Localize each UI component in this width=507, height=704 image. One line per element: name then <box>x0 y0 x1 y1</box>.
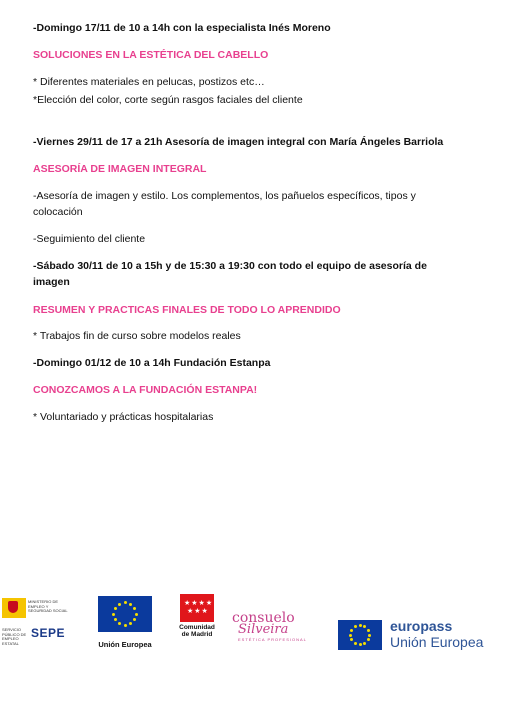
consuelo-silveira-logo <box>232 610 312 650</box>
eu-star <box>114 607 117 610</box>
session-1-item: * Diferentes materiales en pelucas, postizos etc… <box>33 76 265 88</box>
estetica-profesional-label: ESTÉTICA PROFESIONAL <box>238 637 307 642</box>
eu-star <box>129 603 132 606</box>
madrid-stars-icon: ★★★★ ★★★ <box>180 594 214 622</box>
eu-star <box>354 625 357 628</box>
session-4-item: * Voluntariado y prácticas hospitalarias <box>33 411 214 423</box>
ministerio-label: MINISTERIO DE EMPLEO Y SEGURIDAD SOCIAL <box>28 599 68 613</box>
session-2-heading: ASESORÍA DE IMAGEN INTEGRAL <box>33 163 207 175</box>
eu-star <box>129 622 132 625</box>
silveira-label: Silveira <box>238 622 289 637</box>
spain-coat-of-arms-icon <box>2 598 26 618</box>
eu-star <box>118 622 121 625</box>
sepe-logo <box>2 598 72 646</box>
eu-logo <box>96 596 154 650</box>
madrid-label-2: de Madrid <box>181 631 213 638</box>
sepe-label: SEPE <box>31 626 66 640</box>
eu-star <box>118 603 121 606</box>
session-3-heading: RESUMEN Y PRACTICAS FINALES DE TODO LO APRENDIDO <box>33 304 341 316</box>
eu-star <box>367 638 370 641</box>
session-1-item: *Elección del color, corte según rasgos faciales del cliente <box>33 94 303 106</box>
comunidad-madrid-logo <box>178 594 216 652</box>
eu-star <box>363 625 366 628</box>
session-4-heading: CONOZCAMOS A LA FUNDACIÓN ESTANPA! <box>33 384 258 396</box>
eu-star <box>354 642 357 645</box>
eu-star <box>359 624 362 627</box>
eu-flag-icon <box>98 596 152 632</box>
eu-label: Unión Europea <box>98 640 152 649</box>
sponsor-logos <box>0 590 507 660</box>
session-3-title: -Sábado 30/11 de 10 a 15h y de 15:30 a 19:30 con todo el equipo de asesoría de imagen <box>33 260 427 288</box>
europass-logo <box>338 620 488 656</box>
eu-star <box>359 643 362 646</box>
eu-star <box>133 618 136 621</box>
eu-flag-icon <box>338 620 382 650</box>
eu-star <box>124 601 127 604</box>
eu-star <box>368 634 371 637</box>
session-2-title: -Viernes 29/11 de 17 a 21h Asesoría de imagen integral con María Ángeles Barriola <box>33 136 444 148</box>
europass-union-label: Unión Europea <box>390 634 484 650</box>
madrid-label-1: Comunidad <box>179 624 215 631</box>
europass-label: europass <box>390 618 453 634</box>
eu-star <box>133 607 136 610</box>
session-1-heading: SOLUCIONES EN LA ESTÉTICA DEL CABELLO <box>33 49 269 61</box>
eu-star <box>350 629 353 632</box>
eu-star <box>363 642 366 645</box>
eu-star <box>112 613 115 616</box>
session-2-item: -Seguimiento del cliente <box>33 233 146 245</box>
session-3-item: * Trabajos fin de curso sobre modelos reales <box>33 330 241 342</box>
eu-star <box>367 629 370 632</box>
eu-star <box>135 613 138 616</box>
eu-star <box>350 638 353 641</box>
session-4-title: -Domingo 01/12 de 10 a 14h Fundación Estanpa <box>33 357 271 369</box>
session-2-item: -Asesoría de imagen y estilo. Los complementos, los pañuelos específicos, tipos y colocación <box>33 190 416 218</box>
eu-star <box>114 618 117 621</box>
eu-star <box>349 634 352 637</box>
servicio-label: SERVICIO PÚBLICO DE EMPLEO ESTATAL <box>2 627 27 646</box>
consuelo-label: consuelo <box>232 610 295 626</box>
session-1-title: -Domingo 17/11 de 10 a 14h con la especialista Inés Moreno <box>33 22 331 34</box>
eu-star <box>124 624 127 627</box>
